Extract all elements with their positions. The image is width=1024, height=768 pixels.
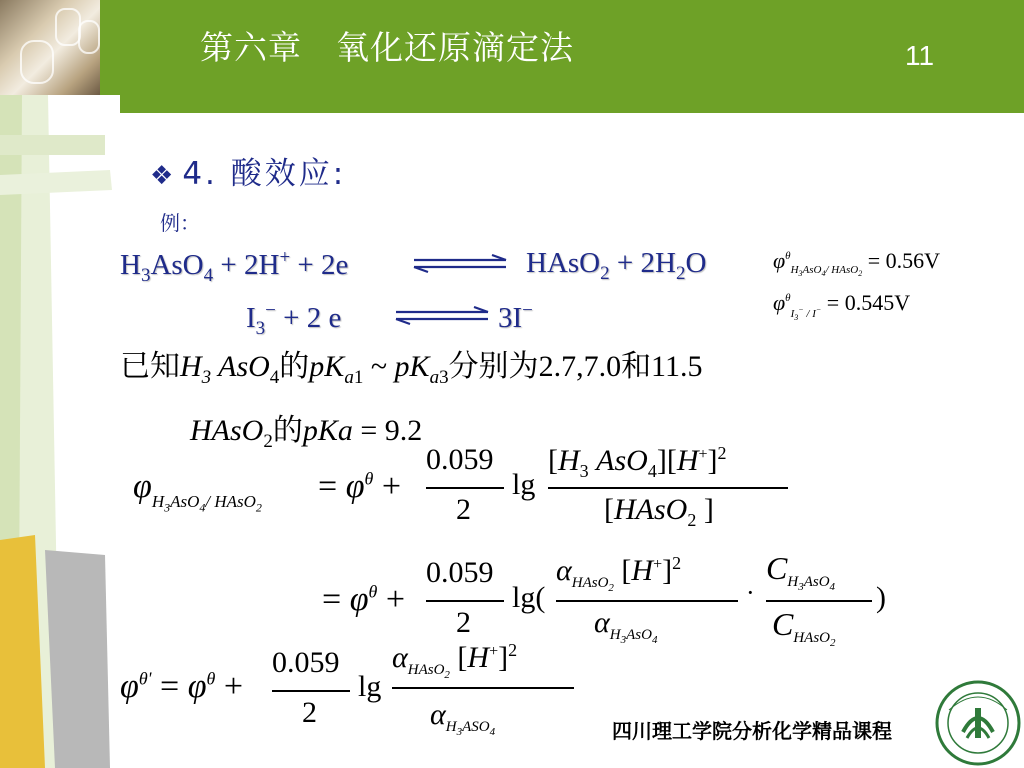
eq2-lg: lg( — [512, 581, 546, 614]
eq2-denominator-2: $C_{HAsO_2}$ — [772, 606, 836, 650]
left-decoration — [0, 95, 120, 768]
header-photo — [0, 0, 100, 95]
known-line-1: 已知$H_3$ AsO$_4$的$pK_{a1}$ ~ $pK_{a3}$分别为2.7,7.0和11.5 — [120, 350, 703, 388]
equilibrium-arrow-1 — [410, 254, 510, 274]
eq1-lg-fraction-bar — [548, 487, 788, 489]
reaction-1-right: HAsO$_2$ + $2H_2O$ — [526, 247, 707, 284]
eq2-denominator-1: $\alpha_{H_3AsO_4}$ — [594, 606, 658, 646]
diamond-bullet-icon: ❖ — [150, 161, 177, 191]
known-line-2: HAsO$_2$的pKa = 9.2 — [190, 414, 423, 452]
eq1-fraction-bar — [426, 487, 504, 489]
eq2-frac1-bar — [556, 600, 738, 602]
eq2-close-paren: ) — [876, 581, 886, 614]
eq2-lg-label: lg — [512, 581, 536, 614]
eq2-dot: · — [746, 578, 755, 607]
eq3-numerator: $\alpha_{HAsO_2}$ $[H^+]^2$ — [392, 640, 518, 681]
potential-1-value: = 0.56V — [867, 248, 940, 273]
eq3-denominator: $\alpha_{H_3ASO_4}$ — [430, 698, 496, 738]
eq1-lg: lg — [512, 468, 536, 501]
reaction-2-right: 3I− — [498, 300, 533, 334]
potential-1: $\varphi^\theta_{H_3AsO_4/ HAsO_2} = 0.56V$ — [773, 248, 940, 279]
eq2-numerator-2: $C_{H_3AsO_4}$ — [766, 550, 836, 594]
reaction-2-left: $I_3^- + 2$ e — [246, 300, 342, 339]
pka-hasO2-value: = 9.2 — [360, 414, 423, 447]
section-heading — [150, 148, 346, 193]
known-de: 的 — [279, 350, 310, 383]
eq2-denom: 2 — [456, 606, 471, 639]
equilibrium-arrow-2 — [392, 306, 492, 326]
eq2-numerator-1: $\alpha_{HAsO_2}$ $[H^+]^2$ — [556, 553, 682, 594]
section-heading-text: 4. 酸效应: — [182, 156, 347, 192]
eq1-denominator: [HAsO$_2$ ] — [604, 493, 714, 530]
potential-2-value: = 0.545V — [826, 290, 911, 315]
eq1-lhs: $\varphi_{H_3AsO_4/ HAsO_2}$ — [133, 468, 262, 515]
eq2-fraction-bar — [426, 600, 504, 602]
eq3-fraction-bar — [272, 690, 350, 692]
reaction-1-left: $H_3AsO_4 + 2H^+ + 2e$ — [120, 247, 349, 286]
eq2-frac2-bar — [766, 600, 872, 602]
potential-2: $\varphi^\theta_{I_3^- / I^-} = 0.545V$ — [773, 290, 911, 323]
known-prefix: 已知 — [120, 350, 180, 383]
eq1-equals-phi: = $\varphi^\theta$ + — [318, 468, 402, 505]
eq3-denom: 2 — [302, 696, 317, 729]
eq3-lg: lg — [358, 670, 382, 703]
eq1-numerator: [$H_3$ $AsO_4][H^+]^2$ — [548, 443, 727, 481]
eq3-lg-fraction-bar — [392, 687, 574, 689]
eq3-lhs: $\varphi^{\theta'} = \varphi^\theta$ + — [120, 668, 244, 705]
example-label: 例： — [160, 211, 200, 235]
eq2-coef: 0.059 — [426, 556, 494, 589]
known-respectively: 分别为 — [448, 350, 539, 383]
eq1-denom: 2 — [456, 493, 471, 526]
university-logo — [935, 680, 1021, 766]
eq3-coef: 0.059 — [272, 646, 340, 679]
eq2-equals-phi: = $\varphi^\theta$ + — [322, 581, 406, 618]
slide-title: 第六章 氧化还原滴定法 — [200, 28, 574, 67]
known-de-2: 的 — [272, 414, 303, 447]
pka-values: 2.7,7.0和11.5 — [538, 350, 703, 383]
course-footer: 四川理工学院分析化学精品课程 — [612, 719, 892, 743]
page-number: 11 — [905, 40, 935, 71]
eq1-coef: 0.059 — [426, 443, 494, 476]
